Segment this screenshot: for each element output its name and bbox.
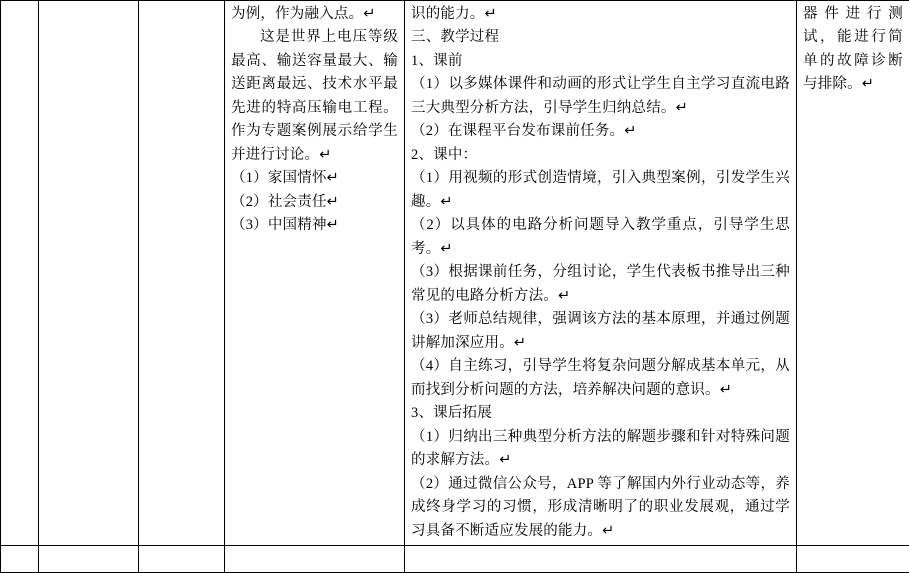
table-cell-col1 <box>1 1 39 546</box>
table-row <box>1 1 909 546</box>
paragraph: （2）以具体的电路分析问题导入教学重点，引导学生思考。↵ <box>411 214 790 261</box>
paragraph: （1）以多媒体课件和动画的形式让学生自主学习直流电路三大典型分析方法，引导学生归纳总结。↵ <box>411 73 790 120</box>
paragraph: （2）社会责任↵ <box>231 191 398 214</box>
paragraph: 2、课中： <box>411 144 790 167</box>
paragraph: （3）老师总结规律，强调该方法的基本原理，并通过例题讲解加深应用。↵ <box>411 308 790 355</box>
table-cell-teaching-process <box>405 1 797 546</box>
table-cell-ideology-points <box>225 1 405 546</box>
empty-cell-col1 <box>1 1 38 545</box>
empty-cell-col3 <box>139 1 224 545</box>
table-cell-col2 <box>39 1 139 546</box>
spacer-cell <box>39 546 139 573</box>
paragraph: 这是世界上电压等级最高、输送容量最大、输送距离最远、技术水平最先进的特高压输电工程。作为专题案例展示给学生并进行讨论。↵ <box>231 26 398 167</box>
paragraph: （2）通过微信公众号，APP 等了解国内外行业动态等，养成终身学习的习惯，形成清晰明了的职业发展观，通过学习具备不断适应发展的能力。↵ <box>411 473 790 543</box>
spacer-cell <box>405 546 797 573</box>
paragraph: （3）中国精神↵ <box>231 214 398 237</box>
paragraph: 识的能力。↵ <box>411 3 790 26</box>
empty-cell-col2 <box>39 1 138 545</box>
paragraph: （3）根据课前任务，分组讨论，学生代表板书推导出三种常见的电路分析方法。↵ <box>411 261 790 308</box>
paragraph: （1）家国情怀↵ <box>231 167 398 190</box>
paragraph: 为例，作为融入点。↵ <box>231 3 398 26</box>
paragraph: 1、课前 <box>411 50 790 73</box>
table-row-spacer <box>1 546 909 573</box>
teaching-process-content <box>405 1 796 545</box>
spacer-cell <box>225 546 405 573</box>
paragraph: （2）在课程平台发布课前任务。↵ <box>411 120 790 143</box>
spacer-cell <box>797 546 909 573</box>
table-cell-skill-requirements <box>797 1 909 546</box>
ideology-points-content <box>225 1 404 240</box>
paragraph: （1）归纳出三种典型分析方法的解题步骤和针对特殊问题的求解方法。↵ <box>411 426 790 473</box>
paragraph: （1）用视频的形式创造情境，引入典型案例，引发学生兴趣。↵ <box>411 167 790 214</box>
paragraph: 3、课后拓展 <box>411 402 790 425</box>
paragraph: 三、教学过程 <box>411 26 790 49</box>
paragraph: （4）自主练习，引导学生将复杂问题分解成基本单元，从而找到分析问题的方法，培养解决问题的意识。↵ <box>411 355 790 402</box>
paragraph: 器件进行测试，能进行简单的故障诊断与排除。↵ <box>803 3 903 97</box>
skill-requirements-content <box>797 1 909 99</box>
spacer-cell <box>1 546 39 573</box>
spacer-cell <box>139 546 225 573</box>
table-cell-col3 <box>139 1 225 546</box>
